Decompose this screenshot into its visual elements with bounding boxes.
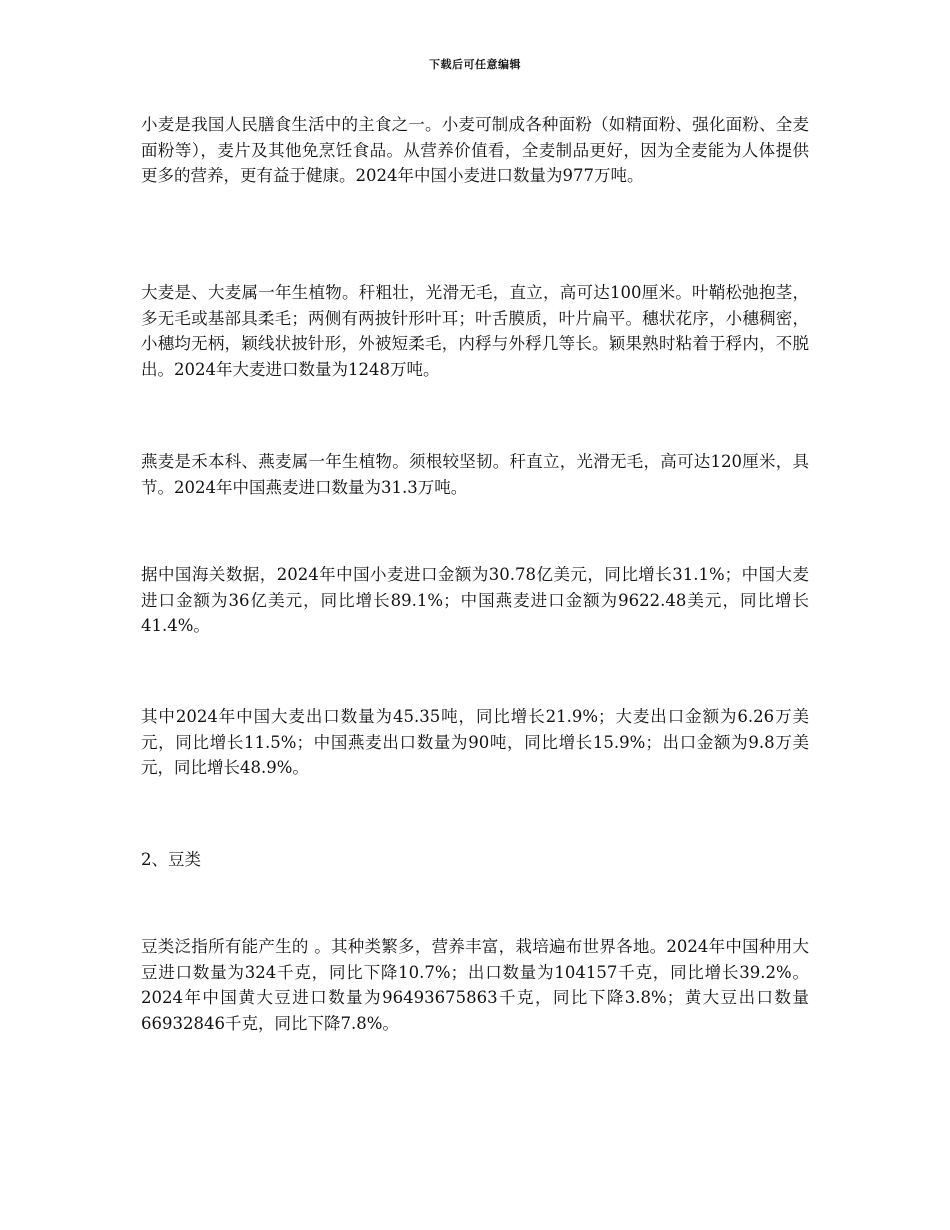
- paragraph-wheat: 小麦是我国人民膳食生活中的主食之一。小麦可制成各种面粉（如精面粉、强化面粉、全麦面粉等），麦片及其他免烹饪食品。从营养价值看，全麦制品更好，因为全麦能为人体提供更多的营养，更有益于健康。2024年中国小麦进口数量为977万吨。: [141, 115, 809, 185]
- section-heading-beans: 2、豆类: [141, 850, 201, 869]
- paragraph-exports: 其中2024年中国大麦出口数量为45.35吨，同比增长21.9%；大麦出口金额为6.26万美元，同比增长11.5%；中国燕麦出口数量为90吨，同比增长15.9%；出口金额为9.8万美元，同比增长48.9%。: [141, 707, 809, 777]
- page-header: 下载后可任意编辑: [429, 58, 521, 71]
- paragraph-customs-imports: 据中国海关数据，2024年中国小麦进口金额为30.78亿美元，同比增长31.1%；中国大麦进口金额为36亿美元，同比增长89.1%；中国燕麦进口金额为9622.48美元，同比增长41.4%。: [141, 565, 809, 635]
- paragraph-oats: 燕麦是禾本科、燕麦属一年生植物。须根较坚韧。秆直立，光滑无毛，高可达120厘米，具节。2024年中国燕麦进口数量为31.3万吨。: [141, 452, 809, 497]
- paragraph-beans: 豆类泛指所有能产生的 。其种类繁多，营养丰富，栽培遍布世界各地。2024年中国种用大豆进口数量为324千克，同比下降10.7%；出口数量为104157千克，同比增长39.2%。2024年中国黄大豆进口数量为96493675863千克，同比下降3.8%；黄大豆出口数量66932846千克，同比下降7.8%。: [141, 937, 809, 1033]
- paragraph-barley: 大麦是、大麦属一年生植物。秆粗壮，光滑无毛，直立，高可达100厘米。叶鞘松弛抱茎，多无毛或基部具柔毛；两侧有两披针形叶耳；叶舌膜质，叶片扁平。穗状花序，小穗稠密，小穗均无柄，颖线状披针形，外被短柔毛，内稃与外稃几等长。颖果熟时粘着于稃内，不脱出。2024年大麦进口数量为1248万吨。: [141, 283, 809, 379]
